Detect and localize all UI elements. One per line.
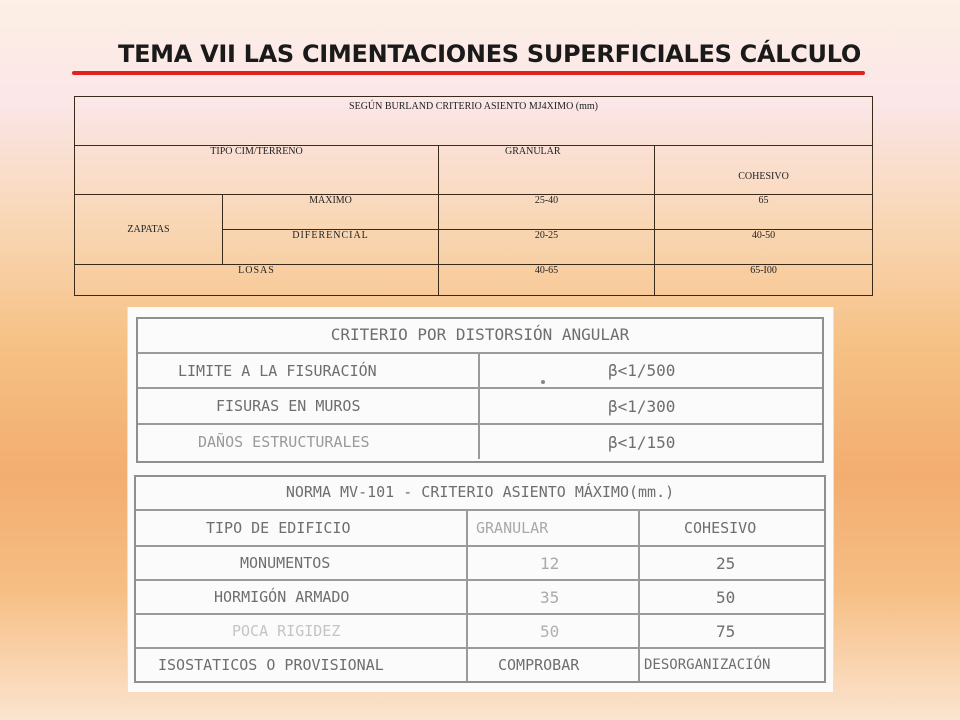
norma-row-cohesivo: 75	[716, 621, 736, 641]
row-maximo-label: MÁXIMO	[223, 195, 439, 230]
header-tipo-cim: TIPO CIM/TERRENO	[75, 146, 439, 195]
norma-header-cohesivo: COHESIVO	[684, 519, 757, 537]
burland-table	[74, 96, 873, 296]
row-losas-label: LOSAS	[75, 265, 439, 296]
norma-row-granular: 50	[540, 621, 560, 641]
row-losas-cohesivo: 65-I00	[655, 265, 873, 296]
angular-row-value: β<1/150	[608, 432, 676, 452]
angular-row	[138, 423, 822, 459]
norma-row-label: MONUMENTOS	[240, 554, 331, 572]
norma-row	[136, 613, 824, 647]
norma-row-cohesivo: 50	[716, 587, 736, 607]
row-maximo-cohesivo: 65	[655, 195, 873, 230]
norma-row	[136, 545, 824, 579]
norma-row-cohesivo: DESORGANIZACIÓN	[644, 657, 771, 673]
scanned-tables-image	[127, 307, 834, 692]
norma-title: NORMA MV-101 - CRITERIO ASIENTO MÁXIMO(mm.)	[285, 483, 675, 501]
norma-header-tipo: TIPO DE EDIFICIO	[206, 519, 351, 537]
title-underline	[72, 71, 865, 75]
angular-row-value: β<1/500	[608, 361, 676, 380]
angular-row-value: β<1/300	[608, 396, 676, 416]
header-granular: GRANULAR	[439, 146, 655, 195]
norma-row-granular: 12	[540, 553, 560, 573]
norma-row-label: POCA RIGIDEZ	[232, 622, 341, 640]
row-diferencial-label: DIFERENCIAL	[223, 230, 439, 265]
slide-title: TEMA VII LAS CIMENTACIONES SUPERFICIALES CÁLCULO	[118, 40, 861, 68]
norma-row	[136, 647, 824, 681]
row-losas-granular: 40-65	[439, 265, 655, 296]
norma-row-cohesivo: 25	[716, 553, 736, 573]
angular-row	[138, 352, 822, 387]
header-cohesivo: COHESIVO	[655, 146, 873, 195]
row-maximo-granular: 25-40	[439, 195, 655, 230]
norma-row-label: HORMIGÓN ARMADO	[214, 588, 350, 606]
norma-row-granular: COMPROBAR	[498, 656, 580, 674]
norma-row	[136, 579, 824, 613]
angular-title: CRITERIO POR DISTORSIÓN ANGULAR	[330, 324, 630, 344]
angular-row-label: LIMITE A LA FISURACIÓN	[178, 361, 377, 380]
row-diferencial-granular: 20-25	[439, 230, 655, 265]
angular-row	[138, 387, 822, 423]
angular-row-label: FISURAS EN MUROS	[216, 397, 361, 415]
angular-distortion-table	[136, 317, 824, 463]
norma-header-granular: GRANULAR	[476, 519, 549, 537]
zapatas-label: ZAPATAS	[75, 195, 223, 265]
norma-row-label: ISOSTATICOS O PROVISIONAL	[158, 656, 384, 674]
row-diferencial-cohesivo: 40-50	[655, 230, 873, 265]
burland-caption: SEGÚN BURLAND CRITERIO ASIENTO MJ4XIMO (mm)	[75, 97, 873, 146]
norma-header-row	[136, 509, 824, 545]
norma-row-granular: 35	[540, 587, 560, 607]
angular-row-label: DAÑOS ESTRUCTURALES	[198, 433, 370, 451]
norma-mv101-table	[134, 475, 826, 683]
